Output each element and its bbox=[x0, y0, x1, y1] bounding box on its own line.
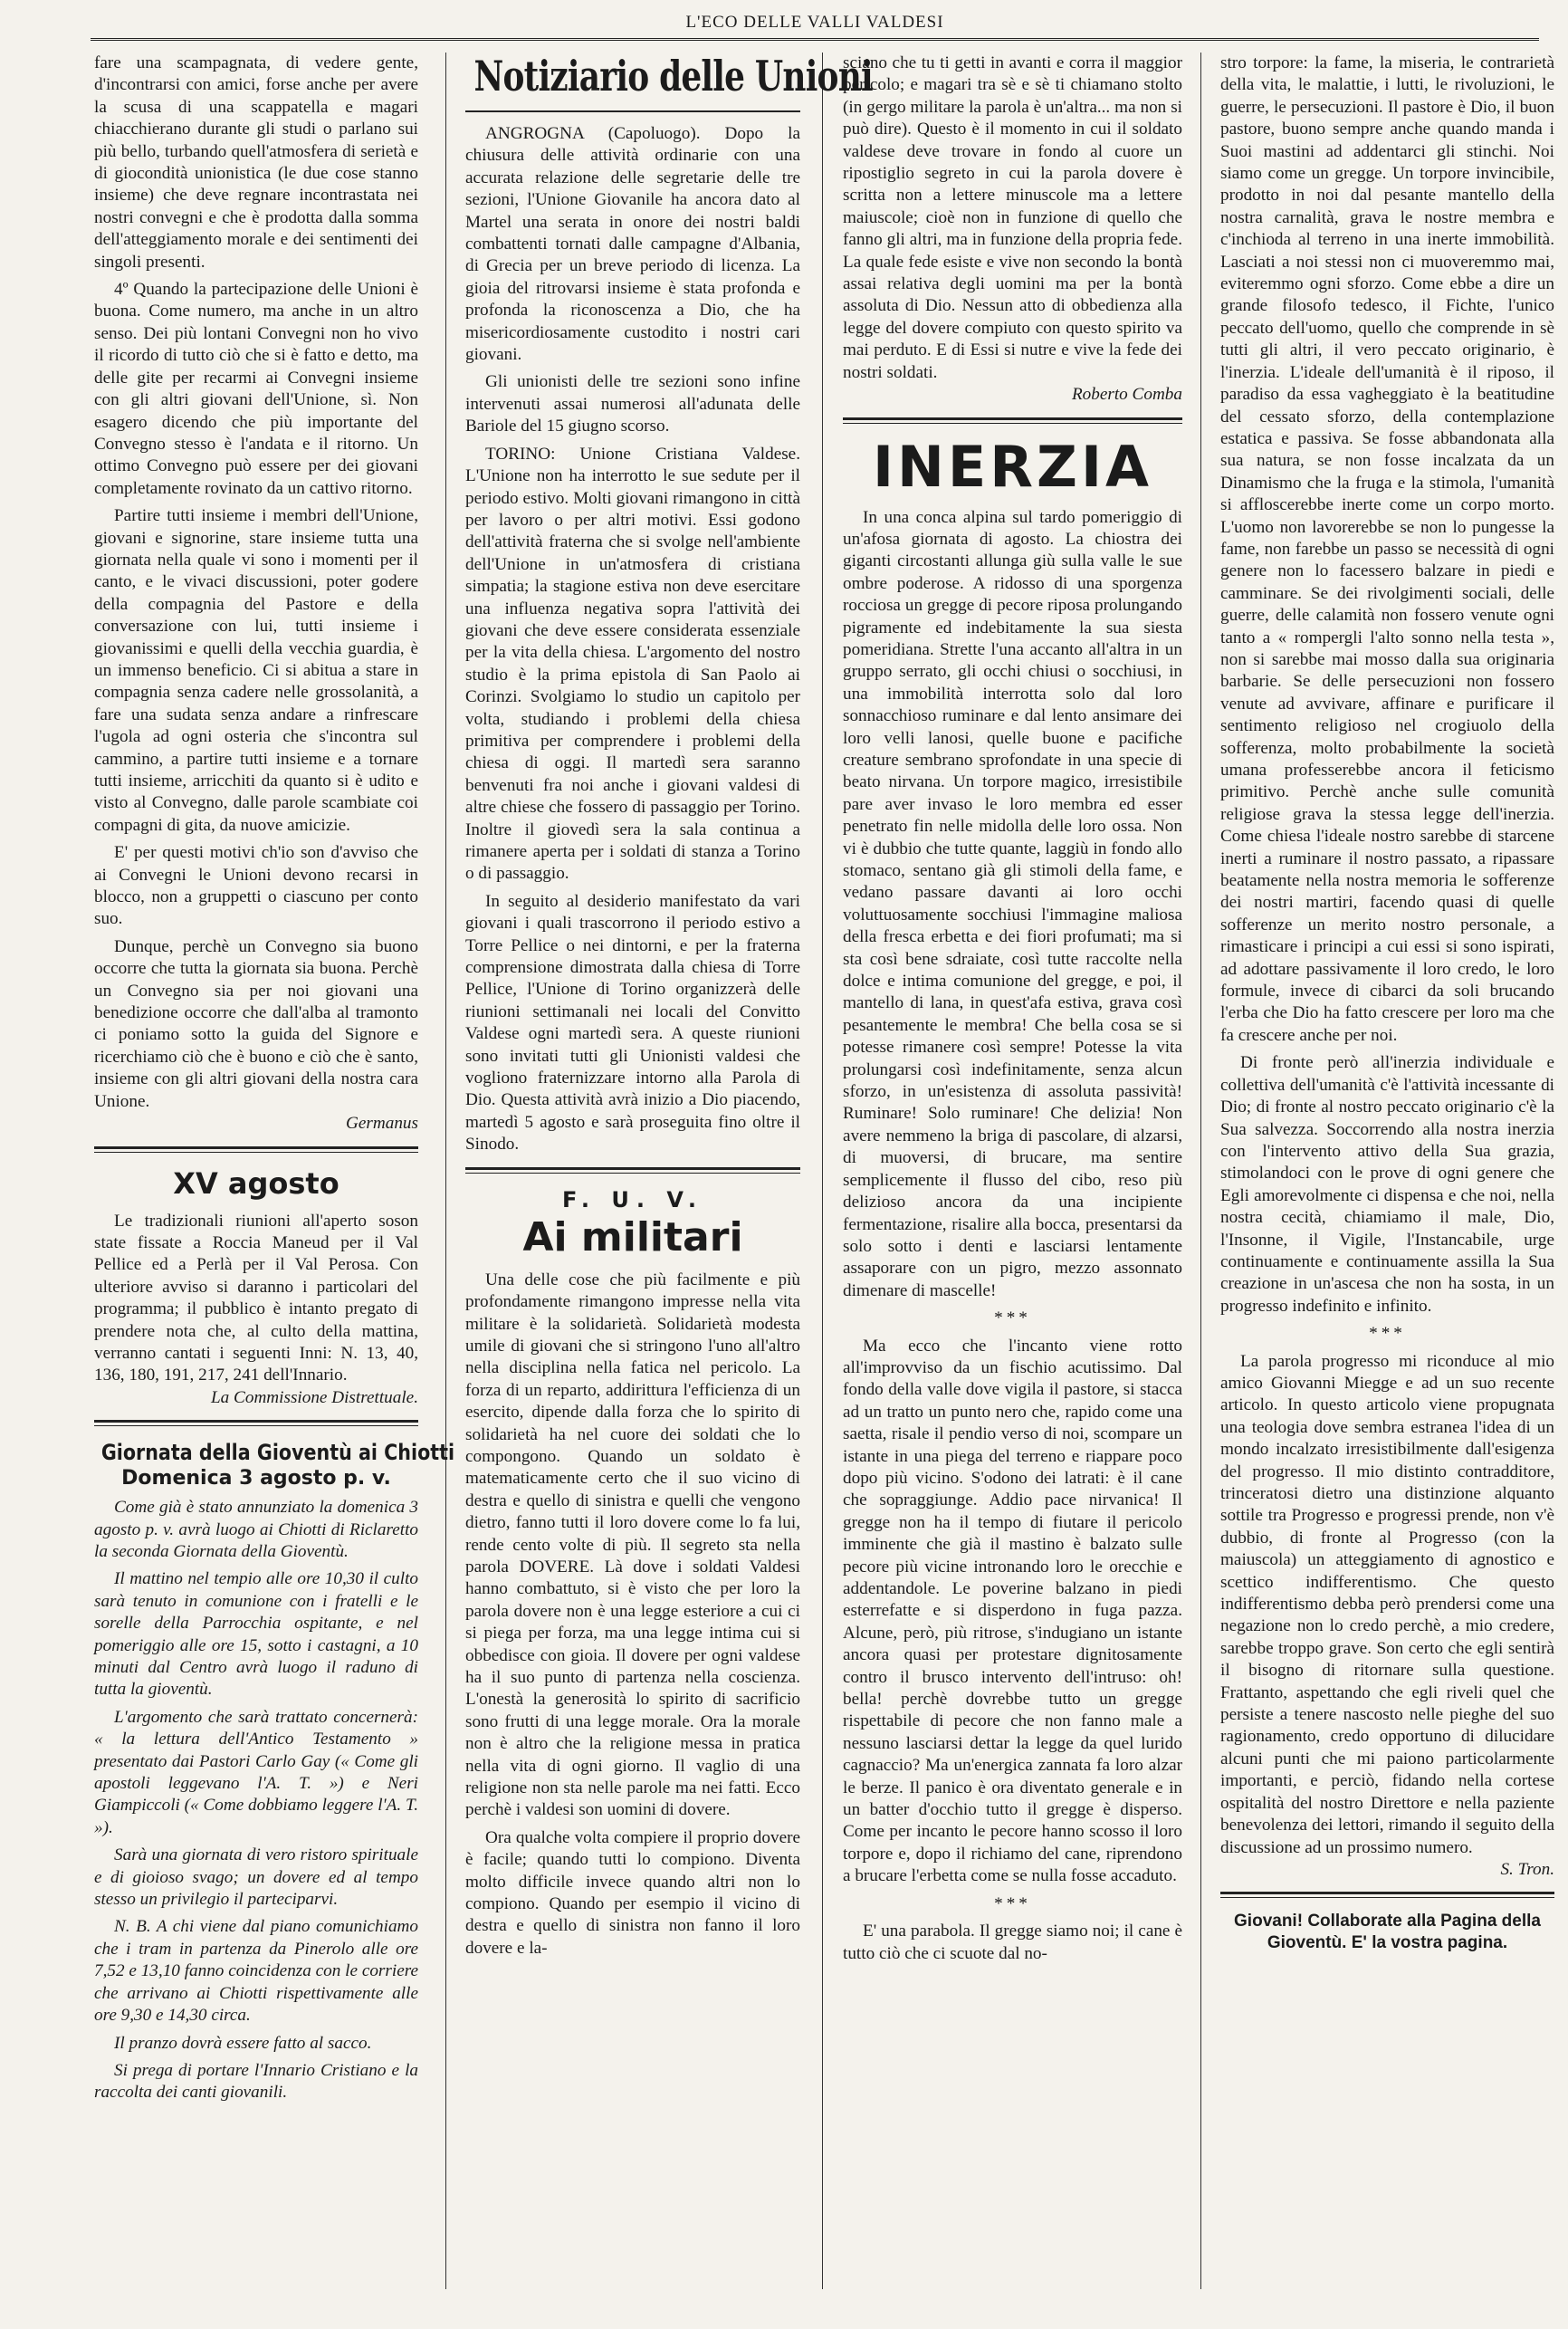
article-paragraph: Partire tutti insieme i membri dell'Unione, giovani e signorine, stare insieme tutta una giornata nella quale vi sono i momenti per il canto, e le vivaci discussioni, poter godere della compagnia del Pastore e della conversazione con lui, tutti insieme i giovanissimi e quelli della vecchia guardia, è un immenso beneficio. Ci si abitua a stare in compagnia senza cadere nelle grossolanità, a fare una sudata senza andare a rinfrescare l'ugola ad ogni osteria che s'incontra sul cammino, a partire tutti insieme e a tornare tutti insieme, arricchiti da quanto si è udito e visto al Convegno, dalle parole scambiate coi compagni di gita, da nuove amicizie. bbox=[94, 506, 418, 835]
section-asterisks: *** bbox=[1369, 1324, 1406, 1344]
giornata-heading: Giornata della Gioventù ai Chiotti bbox=[100, 1440, 455, 1466]
author-signature: S. Tron. bbox=[1500, 1859, 1554, 1879]
article-paragraph: In seguito al desiderio manifestato da vari giovani i quali trascorrono il periodo estivo a Torre Pellice o nei dintorni, e per la fraterna comprensione dimostrata dalla chiesa di Torre Pellice, l'Unione di Torino organizzerà delle riunioni settimanali nei locali del Convitto Valdese ogni martedì sera. A queste riunioni sono invitati tutti gli Unionisti valdesi che vogliono fraternizzare intorno alla Parola di Dio. Questa attività avrà inizio a Dio piacendo, martedì 5 agosto e sarà proseguita fino oltre il Sinodo. bbox=[465, 891, 800, 1155]
closing-appeal: Giovani! Collaborate alla Pagina della Gioventù. E' la vostra pagina. bbox=[1234, 1912, 1541, 1953]
article-paragraph: Come già è stato annunziato la domenica 3 agosto p. v. avrà luogo ai Chiotti di Riclaretto la seconda Giornata della Gioventù. bbox=[94, 1498, 418, 1561]
article-paragraph: Una delle cose che più facilmente e più profondamente rimangono impresse nella vita militare è la solidarietà. Solidarietà modesta umile di giovani che si stringono l'uno all'altro nella disciplina nella fatica nel pericolo. La forza di un reparto, addirittura l'efficienza di un esercito, dipende dalla forza che lo spirito di solidarietà ha nel cuore dei soldati che lo compongono. Quando un soldato è matematicamente certo che il suo vicino di destra e quello di sinistra e quelli che vengono dietro, fanno tutti il loro dovere come lo fa lui, rende cento volte di più. Il segreto sta nella parola DOVERE. Là dove i soldati Valdesi hanno combattuto, si è visto che per loro la parola dovere non è una legge esteriore a cui ci si piega per forza, ma una legge intima cui si obbedisce con gioia. Il dovere per ogni valdese ha il suo punto di partenza nella coscienza. L'onestà la generosità lo spirito di sacrificio sono frutti di una legge morale. Ora la morale non è altro che la religione messa in pratica nella vita di ogni giorno. Il vaglio di una religione non sta nelle parole ma nei fatti. Ecco perchè i valdesi son uomini di dovere. bbox=[465, 1270, 800, 1820]
column-2 bbox=[465, 52, 873, 2307]
article-paragraph: sciano che tu ti getti in avanti e corra il maggior pericolo; e magari tra sè e sè ti chiamano stolto (in gergo militare la parola è un'altra... ma non si può dire). Questo è il momento in cui il soldato valdese deve trovare in fondo al cuore un ripostiglio segreto in cui la parola dovere è scritta non a lettere minuscole ma a lettere maiuscole; cioè non in funzione di quello che fanno gli altri, ma in funzione della propria fede. La quale fede esiste e vive non secondo la bontà assai relativa degli uomini ma per la bontà assoluta di Dio. Nessun atto di obbedienza alla legge del dovere compiuto con questo spirito va mai perduto. E di Essi si nutre e vive la fede dei nostri soldati. bbox=[843, 53, 1182, 382]
article-paragraph: L'argomento che sarà trattato concernerà: « la lettura dell'Antico Testamento » presentato dai Pastori Carlo Gay (« Come gli apostoli leggevano l'A. T. ») e Neri Giampiccoli (« Come dobbiamo leggere l'A. T. »). bbox=[94, 1707, 418, 1837]
notiziario-heading: Notiziario delle Unioni bbox=[473, 52, 873, 101]
article-paragraph: stro torpore: la fame, la miseria, le contrarietà della vita, le malattie, i lutti, le rivoluzioni, le guerre, le persecuzioni. Il pastore è Dio, il buon pastore, buono sempre anche quando manda i Suoi mastini ad addentarci gli stinchi. Noi siamo come un gregge. Un torpore invincibile, prodotto in noi dal pesante mantello della nostra carnalità, grava le nostre membra e c'inchioda al terreno in una inerte immobilità. Lasciati a noi stessi non ci muoveremmo mai, eviteremmo ogni sforzo. Come ebbe a dire un grande filosofo tedesco, il Fichte, l'unico peccato dell'uomo, quello che comprende in sè tutti gli altri, il vero peccato originario, è l'inerzia. L'ideale dell'umanità è il riposo, il paradiso da essa vagheggiato è la beatitudine del cessato sforzo, della contemplazione estatica e passiva. Se fosse abbandonata alla sua natura, se non fosse incalzata da un Dinamismo che la fruga e la stimola, l'umanità si affloscerebbe inerte come un corpo morto. L'uomo non lavorerebbe se non lo pungesse la fame, non farebbe un passo se necessità di ogni genere non lo facessero balzare in piedi e camminare. Se dei rivolgimenti sociali, delle guerre, delle calamità non fossero venute ogni tanto a « rompergli l'alto sonno nella testa », non si sarebbe mai mosso dalla sua originaria barbarie. Se delle persecuzioni non fossero venute ad avvivare, affinare e purificare il sentimento religioso nel crogiuolo della sofferenza, molto probabilmente la società umana professerebbe ancora il feticismo primitivo. Perchè anche sulle comunità religiose grava la stessa legge dell'inerzia. Come chiesa l'ideale nostro sarebbe di starcene inerti a ruminare il nostro passato, a ripassare beatamente nella nostra memoria le sofferenze dei nostri martiri, facendo quasi di quelle sofferenze un merito nostro personale, a rimasticare i principi a cui essi si sono ispirati, ad adottare passivamente il loro credo, le loro formule, invece di cibarci da soli brucando l'erba che Dio ha fatto crescere per loro ma che fa crescere anche per noi. bbox=[1220, 53, 1554, 1045]
article-paragraph: fare una scampagnata, di vedere gente, d'incontrarsi con amici, forse anche per avere la scusa di una scappatella e magari chiacchierano durante gli studi o parlano sui più bello, turbando quell'atmosfera di serietà e di giocondità unionistica (le due cose stanno insieme) che deve regnare incontrastata nei nostri convegni e che è prodotta dalla somma dell'atteggiamento morale e dei sentimenti dei singoli presenti. bbox=[94, 53, 418, 272]
fuv-heading: F. U. V. bbox=[562, 1186, 703, 1212]
section-separator bbox=[465, 1167, 800, 1174]
article-paragraph: Dunque, perchè un Convegno sia buono occorre che tutta la giornata sia buona. Perchè un Convegno sia per noi giovani una benedizione occorre che dall'alba al tramonto ci poniamo sotto la guida del Signore e ricerchiamo ciò che è buono e ciò che è santo, insieme con gli altri giovani della nostra cara Unione. bbox=[94, 936, 418, 1111]
column-3 bbox=[843, 53, 1182, 2307]
section-asterisks: *** bbox=[994, 1893, 1031, 1913]
commission-signature: La Commissione Distrettuale. bbox=[210, 1387, 418, 1407]
column-rule bbox=[1200, 53, 1201, 2289]
giornata-subheading: Domenica 3 agosto p. v. bbox=[121, 1467, 391, 1490]
article-paragraph: E' una parabola. Il gregge siamo noi; il cane è tutto ciò che ci scuote dal no- bbox=[843, 1922, 1182, 1963]
article-paragraph: In una conca alpina sul tardo pomeriggio di un'afosa giornata di agosto. La chiostra dei giganti circostanti allunga giù sulla valle le sue ombre poderose. A ridosso di una sporgenza rocciosa un gregge di pecore riposa prolungando pigramente ed indebitamente la sua siesta pomeridiana. Strette l'una accanto all'altra in un gruppo serrato, gli occhi chiusi o socchiusi, in una immobilità interrotta solo dal loro sonnacchioso ruminare e dal lento ansimare dei loro velli lanosi, quelle buone e pacifiche creature sembrano sprofondate in una specie di beato nirvana. Un torpore magico, irresistibile pare aver invaso le loro membra ed esser penetrato fin nelle midolla delle loro ossa. Non vi è dubbio che tutte quante, laggiù in fondo allo stomaco, sentano già gli stimoli della fame, e vedano passare davanti ai loro occhi voluttuosamente socchiusi l'immagine maliosa della fresca erbetta e dei fiori profumati; ma si sta così bene sdraiate, così tutte raccolte nella dolce e intima comunione del gregge, e poi, il mantello di lana, in quest'afa estiva, grava così pesantemente le membra! Che bella cosa se si potesse rimanere così sempre! Potesse la vita prolungarsi così indefinitamente, senza alcun sforzo, in un'esistenza di assoluta passività! Ruminare! Solo ruminare! Che delizia! Non avere nemmeno la briga di pascolare, di alzarsi, di muoversi, di brucare, ma sentire semplicemente il flusso del cibo, reso più delizioso ancora da una incipiente fermentazione, risalire alla bocca, presentarsi da solo sotto i denti e lasciarsi lentamente assaporare con un pigro, mezzo assonnato dimenare di mascelle! bbox=[843, 507, 1182, 1300]
article-paragraph: N. B. A chi viene dal piano comunichiamo che i tram in partenza da Pinerolo alle ore 7,52 e 13,10 fanno coincidenza con le corriere che arrivano ai Chiotti rispettivamente alle ore 9,30 e 14,30 circa. bbox=[94, 1917, 418, 2026]
article-paragraph: Si prega di portare l'Innario Cristiano e la raccolta dei canti giovanili. bbox=[94, 2060, 418, 2103]
article-paragraph: Il mattino nel tempio alle ore 10,30 il culto sarà tenuto in comunione con i fratelli e le sorelle della Parrocchia ospitante, e nel pomeriggio alle ore 15, sotto i castagni, a 10 minuti dal Centro avrà luogo il raduno di tutta la gioventù. bbox=[94, 1569, 418, 1700]
column-rule bbox=[445, 53, 446, 2289]
running-header: L'ECO DELLE VALLI VALDESI bbox=[91, 13, 1539, 41]
author-signature: Germanus bbox=[346, 1114, 418, 1134]
heading-rule bbox=[465, 110, 800, 112]
column-1 bbox=[94, 53, 455, 2307]
section-separator bbox=[94, 1146, 418, 1153]
article-paragraph: Sarà una giornata di vero ristoro spirituale e di gioioso svago; un dovere ed al tempo stesso un privilegio il parteciparvi. bbox=[94, 1845, 418, 1910]
article-paragraph: La parola progresso mi riconduce al mio amico Giovanni Miegge e ad un suo recente articolo. In questo articolo viene propugnata una teologia dove sembra estranea l'idea di un mondo incalzato irresistibilmente dall'esigenza del progresso. Il mio distinto contradditore, trinceratosi dietro una distinzione alquanto sottile tra Progresso e progressi prende, non v'è dubbio, di fronte al Progresso (con la maiuscola) un atteggiamento di agnostico e scettico indifferentismo. Che questo indifferentismo debba però prendersi come una negazione non lo credo perchè, a mio credere, sarebbe troppo grave. Son certo che egli sentirà il bisogno di ritornare sulla questione. Frattanto, aspettando che egli riveli quel che persiste a tenere nascosto nelle pieghe del suo ragionamento, credo opportuno di dilucidare alcuni punti che mi paiono particolarmente importanti, e perciò, fidando nella cortese ospitalità del nostro Direttore e nella paziente benevolenza dei lettori, rimando il seguito della discussione ad un prossimo numero. bbox=[1220, 1351, 1554, 1857]
author-signature: Roberto Comba bbox=[1071, 385, 1182, 405]
article-paragraph: Il pranzo dovrà essere fatto al sacco. bbox=[114, 2033, 372, 2053]
xv-agosto-heading: XV agosto bbox=[173, 1165, 339, 1201]
column-rule bbox=[822, 53, 823, 2289]
article-paragraph: E' per questi motivi ch'io son d'avviso che ai Convegni le Unioni devono recarsi in blocco, non a gruppetti o ciascuno per conto suo. bbox=[94, 843, 418, 929]
article-paragraph: Ora qualche volta compiere il proprio dovere è facile; quando tutti lo compiono. Diventa molto difficile invece quando altri non lo compiono. Quando per esempio il vicino di destra e quello di sinistra non fanno il loro dovere e la- bbox=[465, 1827, 800, 1958]
column-4 bbox=[1220, 53, 1554, 2307]
inerzia-heading: INERZIA bbox=[872, 433, 1153, 500]
article-paragraph: 4º Quando la partecipazione delle Unioni è buona. Come numero, ma anche in un altro senso. Dei più lontani Convegni non ho vivo il ricordo di tutto ciò che si è fatto e detto, ma delle gite per recarmi ai Convegni insieme con gli altri giovani dell'Unione, sì. Non esagero dicendo che più importante del Convegno stesso è l'andata e il ritorno. Un ottimo Convegno può essere per dei giovani completamente rovinato da un cattivo ritorno. bbox=[94, 280, 418, 498]
section-separator bbox=[94, 1420, 418, 1426]
section-separator bbox=[1220, 1892, 1554, 1898]
article-paragraph: Gli unionisti delle tre sezioni sono infine intervenuti assai numerosi all'adunata delle Bariole del 15 giugno scorso. bbox=[465, 372, 800, 436]
ai-militari-heading: Ai militari bbox=[522, 1213, 743, 1260]
article-paragraph: ANGROGNA (Capoluogo). Dopo la chiusura delle attività ordinarie con una accurata relazione delle segretarie delle tre sezioni, l'Unione Giovanile ha ancora dato al Martel una serata in onore dei nostri baldi combattenti tornati dalle campagne d'Albania, di Grecia per un breve periodo di licenza. La gioia del ritrovarsi insieme è stata profonda e profonda la riconoscenza a Dio, che ha misericordiosamente custodito i nostri cari giovani. bbox=[465, 124, 800, 365]
article-paragraph: Ma ecco che l'incanto viene rotto all'improvviso da un fischio acutissimo. Dal fondo della valle dove vigila il pastore, si stacca ad un tratto un punto nero che, rapido come una saetta, risale il pendio verso di noi, scompare un istante in una piega del terreno e riappare poco dopo più vicino. S'odono dei latrati: è il cane che sopraggiunge. Addio pace nirvanica! Il gregge non ha il tempo di fiutare il pericolo imminente che già il mastino è balzato sulle pecore più vicine intronando loro le orecchie e addentandole. Le poverine balzano in piedi esterrefatte e si disperdono in fuga pazza. Alcune, però, più ritrose, s'indugiano un istante ancora quasi per protestare dignitosamente contro il brusco intervento dell'intruso: oh! bella! perchè dovrebbe tutto un gregge rispettabile di pecore che non fanno male a nessuno lasciarsi dettar la legge da quel lurido cagnaccio? Ma un'energica zannata fa loro alzar le berze. Il panico è ora diventato generale e in un batter d'occhio tutto il gregge è disperso. Come per incanto le pecore hanno scosso il loro torpore e, dopo il richiamo del cane, riprendono a brucare l'erbetta come se nulla fosse accaduto. bbox=[843, 1336, 1182, 1886]
article-paragraph: TORINO: Unione Cristiana Valdese. L'Unione non ha interrotto le sue sedute per il periodo estivo. Molti giovani rimangono in città per lavoro o per altri motivi. Essi godono dell'attività fraterna che si svolge nell'ambiente dell'Unione in un'atmosfera di cristiana simpatia; la stagione estiva non deve esercitare una influenza negativa sopra l'attività dei giovani che deve essere considerata essenziale per la vita della chiesa. L'argomento del nostro studio è la prima epistola di San Paolo ai Corinzi. Svolgiamo lo studio un capitolo per volta, studiando i problemi della chiesa primitiva per comprendere i problemi della chiesa di oggi. Il martedì sera saranno benvenuti fra noi anche i giovani valdesi di altre chiese che fossero di passaggio per Torino. Inoltre il giovedì sera la sala continua a rimanere aperta per i soldati di stanza a Torino o di passaggio. bbox=[465, 444, 800, 884]
section-asterisks: *** bbox=[994, 1308, 1031, 1328]
article-paragraph: Di fronte però all'inerzia individuale e collettiva dell'umanità c'è l'attività incessante di Dio; di fronte al nostro peccato originario c'è la Sua salvezza. Soccorrendo alla nostra inerzia con l'intervento attivo della Sua grazia, stimolandoci con le prove di ogni genere che Egli amorevolmente ci dispensa e che noi, nella nostra cecità, chiamiamo il male, Dio, l'Insonne, il Vigile, l'Instancabile, urge continuamente e continuamente assilla la Sua creazione in un'ascesa che non ha sosta, in un progresso indefinito e infinito. bbox=[1220, 1053, 1554, 1316]
section-separator bbox=[843, 417, 1182, 424]
article-paragraph: Le tradizionali riunioni all'aperto soson state fissate a Roccia Maneud per il Val Pellice ed a Perlà per il Val Perosa. Con ulteriore avviso si daranno i particolari del programma; il pubblico è intanto pregato di prendere nota che, al culto della mattina, verranno cantati i seguenti Inni: N. 13, 40, 136, 180, 191, 217, 241 dell'Innario. bbox=[94, 1211, 418, 1385]
